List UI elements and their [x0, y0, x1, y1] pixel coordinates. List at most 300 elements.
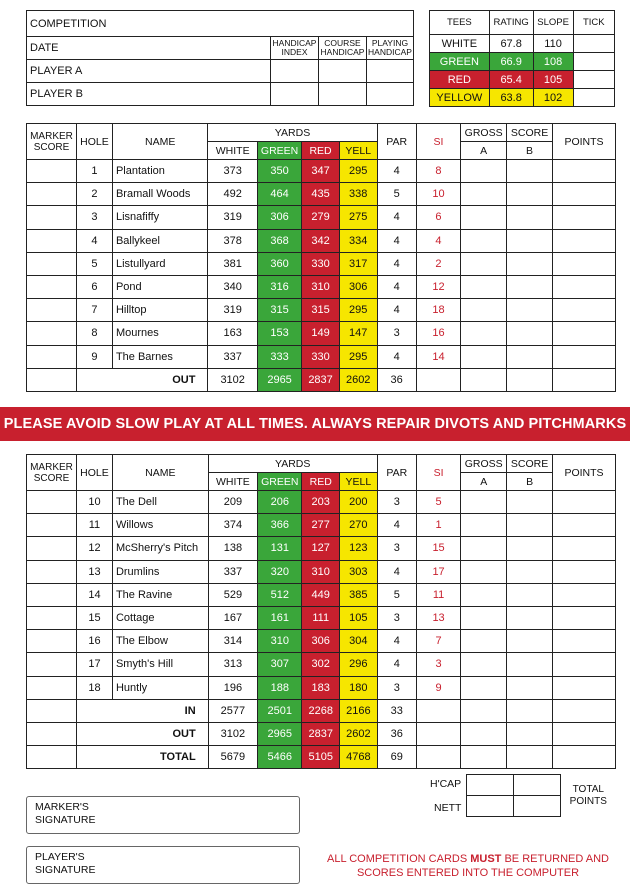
date-label: DATE	[27, 37, 271, 60]
stroke-index: 6	[416, 206, 460, 229]
yellow-yards: 180	[340, 676, 378, 699]
hole-name: Plantation	[112, 160, 208, 183]
hole-name: McSherry's Pitch	[112, 537, 208, 560]
total-par: 33	[377, 699, 416, 722]
red-yards: 330	[302, 345, 340, 368]
yellow-yards: 105	[340, 606, 378, 629]
hole-row	[27, 537, 616, 560]
red-yards: 449	[302, 583, 340, 606]
total-white: 5679	[208, 746, 257, 769]
hole-name: Mournes	[112, 322, 208, 345]
total-blank-cell	[27, 746, 77, 769]
hole-row	[27, 275, 616, 298]
points-cell[interactable]	[553, 183, 616, 206]
par-value: 4	[377, 206, 416, 229]
red-header: RED	[302, 142, 340, 160]
tee-tick-cell[interactable]	[573, 71, 614, 89]
slow-play-banner: PLEASE AVOID SLOW PLAY AT ALL TIMES. ALWAYS REPAIR DIVOTS AND PITCHMARKS	[0, 407, 630, 441]
stroke-index: 17	[416, 560, 460, 583]
red-yards: 315	[302, 299, 340, 322]
total-green: 2501	[258, 699, 302, 722]
yellow-header: YELL	[340, 473, 378, 491]
total-yellow: 2602	[339, 368, 377, 391]
score-b-cell[interactable]	[507, 537, 553, 560]
player-a-label: PLAYER A	[27, 60, 271, 83]
points-cell[interactable]	[553, 560, 616, 583]
points-cell[interactable]	[553, 653, 616, 676]
green-yards: 131	[258, 537, 302, 560]
marker-score-cell[interactable]	[27, 322, 77, 345]
marker-score-header: MARKER SCORE	[27, 124, 77, 160]
hole-number: 10	[76, 491, 112, 514]
gross-a-header: A	[461, 473, 507, 491]
red-yards: 183	[302, 676, 340, 699]
red-yards: 203	[302, 491, 340, 514]
white-yards: 374	[208, 514, 257, 537]
score-b-cell[interactable]	[507, 229, 553, 252]
white-yards: 314	[208, 630, 257, 653]
red-yards: 302	[302, 653, 340, 676]
total-points-cell[interactable]	[553, 368, 616, 391]
si-header: SI	[416, 124, 460, 160]
red-yards: 435	[302, 183, 340, 206]
score-b-cell[interactable]	[507, 252, 553, 275]
gross-a-header: A	[461, 142, 507, 160]
hole-number: 3	[76, 206, 112, 229]
marker-signature-box[interactable]	[26, 796, 300, 834]
total-si-cell	[416, 722, 460, 745]
par-header: PAR	[377, 124, 416, 160]
points-cell[interactable]	[553, 160, 616, 183]
red-yards: 310	[302, 275, 340, 298]
marker-score-cell[interactable]	[27, 560, 77, 583]
player-a-hi-cell[interactable]	[271, 60, 319, 83]
par-value: 4	[377, 653, 416, 676]
gross-a-cell[interactable]	[461, 630, 507, 653]
white-yards: 529	[208, 583, 257, 606]
gross-a-cell[interactable]	[461, 514, 507, 537]
stroke-index: 10	[416, 183, 460, 206]
points-cell[interactable]	[553, 491, 616, 514]
hole-number: 12	[76, 537, 112, 560]
green-yards: 310	[258, 630, 302, 653]
score-b-cell[interactable]	[507, 560, 553, 583]
tee-tick-cell[interactable]	[573, 35, 614, 53]
tees-table	[429, 10, 615, 107]
total-blank-cell	[27, 699, 77, 722]
points-header: POINTS	[553, 455, 616, 491]
white-yards: 163	[208, 322, 257, 345]
player-signature-box[interactable]	[26, 846, 300, 884]
stroke-index: 16	[416, 322, 460, 345]
red-yards: 279	[302, 206, 340, 229]
hole-row	[27, 183, 616, 206]
yellow-yards: 296	[340, 653, 378, 676]
name-header: NAME	[112, 124, 208, 160]
yellow-yards: 295	[339, 160, 377, 183]
total-blank-cell	[27, 368, 77, 391]
hole-row	[27, 345, 616, 368]
score-b-cell[interactable]	[507, 206, 553, 229]
nett-label: NETT	[434, 802, 462, 814]
hole-header: HOLE	[76, 455, 112, 491]
hole-number: 8	[76, 322, 112, 345]
tee-row	[430, 53, 615, 71]
nett-a-cell[interactable]	[467, 796, 514, 817]
total-points-cell[interactable]	[553, 699, 616, 722]
total-yellow: 4768	[340, 746, 378, 769]
name-header: NAME	[112, 455, 208, 491]
yellow-header: YELL	[339, 142, 377, 160]
total-si-cell	[416, 746, 460, 769]
marker-score-cell[interactable]	[27, 252, 77, 275]
green-yards: 360	[257, 252, 301, 275]
in-total-row	[27, 699, 616, 722]
points-cell[interactable]	[553, 583, 616, 606]
rating-header: RATING	[489, 11, 533, 35]
gross-a-cell[interactable]	[461, 676, 507, 699]
gross-a-cell[interactable]	[461, 275, 507, 298]
front-nine-table	[26, 123, 616, 392]
hcap-a-cell[interactable]	[467, 775, 514, 796]
green-yards: 306	[257, 206, 301, 229]
marker-score-cell[interactable]	[27, 299, 77, 322]
score-b-cell[interactable]	[507, 183, 553, 206]
yellow-yards: 295	[339, 299, 377, 322]
marker-score-cell[interactable]	[27, 653, 77, 676]
total-red: 2268	[302, 699, 340, 722]
score-b-cell[interactable]	[507, 630, 553, 653]
score-b-cell[interactable]	[507, 322, 553, 345]
stroke-index: 8	[416, 160, 460, 183]
green-header: GREEN	[257, 142, 301, 160]
points-cell[interactable]	[553, 275, 616, 298]
white-yards: 167	[208, 606, 257, 629]
tee-row	[430, 71, 615, 89]
score-b-cell[interactable]	[507, 606, 553, 629]
tee-rating: 65.4	[489, 71, 533, 89]
total-points-cell[interactable]	[553, 746, 616, 769]
par-value: 4	[377, 299, 416, 322]
tee-row	[430, 35, 615, 53]
total-green: 2965	[257, 368, 301, 391]
white-yards: 492	[208, 183, 257, 206]
yellow-yards: 200	[340, 491, 378, 514]
yellow-yards: 306	[339, 275, 377, 298]
total-red: 2837	[302, 368, 340, 391]
score-b-cell[interactable]	[507, 275, 553, 298]
hole-name: Pond	[112, 275, 208, 298]
white-yards: 209	[208, 491, 257, 514]
par-value: 3	[377, 491, 416, 514]
par-value: 4	[377, 160, 416, 183]
white-yards: 319	[208, 299, 257, 322]
total-label: IN	[76, 699, 208, 722]
white-yards: 337	[208, 560, 257, 583]
red-yards: 111	[302, 606, 340, 629]
yards-header: YARDS	[208, 455, 377, 473]
marker-score-cell[interactable]	[27, 275, 77, 298]
white-header: WHITE	[208, 473, 257, 491]
player-b-hi-cell[interactable]	[271, 83, 319, 106]
points-cell[interactable]	[553, 206, 616, 229]
yellow-yards: 385	[340, 583, 378, 606]
yellow-yards: 317	[339, 252, 377, 275]
hole-row	[27, 653, 616, 676]
yellow-yards: 303	[340, 560, 378, 583]
gross-a-cell[interactable]	[461, 322, 507, 345]
yellow-yards: 334	[339, 229, 377, 252]
green-yards: 153	[257, 322, 301, 345]
par-header: PAR	[377, 455, 416, 491]
hole-name: Smyth's Hill	[112, 653, 208, 676]
par-value: 5	[377, 183, 416, 206]
tee-rating: 66.9	[489, 53, 533, 71]
marker-score-cell[interactable]	[27, 583, 77, 606]
white-yards: 340	[208, 275, 257, 298]
white-yards: 313	[208, 653, 257, 676]
score-b-cell[interactable]	[507, 491, 553, 514]
par-value: 3	[377, 606, 416, 629]
gross-a-cell[interactable]	[461, 583, 507, 606]
hole-number: 7	[76, 299, 112, 322]
red-yards: 306	[302, 630, 340, 653]
points-cell[interactable]	[553, 676, 616, 699]
tee-name: YELLOW	[430, 89, 490, 107]
player-b-ph-cell[interactable]	[366, 83, 413, 106]
green-yards: 320	[258, 560, 302, 583]
points-cell[interactable]	[553, 229, 616, 252]
green-yards: 366	[258, 514, 302, 537]
tee-tick-cell[interactable]	[573, 89, 614, 107]
yellow-yards: 270	[340, 514, 378, 537]
tee-rating: 67.8	[489, 35, 533, 53]
red-yards: 277	[302, 514, 340, 537]
gross-a-cell[interactable]	[461, 560, 507, 583]
stroke-index: 13	[416, 606, 460, 629]
points-cell[interactable]	[553, 514, 616, 537]
green-yards: 161	[258, 606, 302, 629]
hole-number: 2	[76, 183, 112, 206]
total-blank-cell	[27, 722, 77, 745]
hole-name: Huntly	[112, 676, 208, 699]
player-a-ch-cell[interactable]	[319, 60, 367, 83]
stroke-index: 2	[416, 252, 460, 275]
gross-a-cell[interactable]	[461, 229, 507, 252]
hole-name: The Barnes	[112, 345, 208, 368]
par-value: 5	[377, 583, 416, 606]
marker-score-cell[interactable]	[27, 491, 77, 514]
marker-score-cell[interactable]	[27, 606, 77, 629]
marker-score-cell[interactable]	[27, 345, 77, 368]
player-b-ch-cell[interactable]	[319, 83, 367, 106]
hole-number: 6	[76, 275, 112, 298]
hole-number: 4	[76, 229, 112, 252]
gross-a-cell[interactable]	[461, 606, 507, 629]
total-green: 2965	[258, 722, 302, 745]
yellow-yards: 338	[339, 183, 377, 206]
total-gross-a-cell[interactable]	[461, 746, 507, 769]
marker-score-cell[interactable]	[27, 630, 77, 653]
hole-number: 16	[76, 630, 112, 653]
points-cell[interactable]	[553, 606, 616, 629]
hole-name: Cottage	[112, 606, 208, 629]
hole-row	[27, 299, 616, 322]
par-value: 4	[377, 560, 416, 583]
hole-number: 13	[76, 560, 112, 583]
hole-row	[27, 583, 616, 606]
hole-number: 9	[76, 345, 112, 368]
green-yards: 350	[257, 160, 301, 183]
total-gross-a-cell[interactable]	[461, 368, 507, 391]
back-nine-table	[26, 454, 616, 769]
gross-a-cell[interactable]	[461, 160, 507, 183]
total-green: 5466	[258, 746, 302, 769]
hole-number: 15	[76, 606, 112, 629]
tee-rating: 63.8	[489, 89, 533, 107]
total-gross-a-cell[interactable]	[461, 699, 507, 722]
player-b-label: PLAYER B	[27, 83, 271, 106]
green-yards: 512	[258, 583, 302, 606]
total-label: OUT	[76, 722, 208, 745]
tee-slope: 102	[533, 89, 573, 107]
gross-a-cell[interactable]	[461, 299, 507, 322]
marker-score-cell[interactable]	[27, 160, 77, 183]
hole-row	[27, 606, 616, 629]
return-cards-notice	[318, 852, 618, 880]
points-cell[interactable]	[553, 630, 616, 653]
marker-score-cell[interactable]	[27, 183, 77, 206]
tee-slope: 110	[533, 35, 573, 53]
stroke-index: 15	[416, 537, 460, 560]
tee-name: WHITE	[430, 35, 490, 53]
stroke-index: 12	[416, 275, 460, 298]
yellow-yards: 275	[339, 206, 377, 229]
score-b-cell[interactable]	[507, 583, 553, 606]
white-yards: 196	[208, 676, 257, 699]
green-yards: 206	[258, 491, 302, 514]
red-yards: 310	[302, 560, 340, 583]
total-gross-a-cell[interactable]	[461, 722, 507, 745]
score-b-cell[interactable]	[507, 299, 553, 322]
score-header: SCORE	[507, 124, 553, 142]
tick-header: TICK	[573, 11, 614, 35]
hole-number: 11	[76, 514, 112, 537]
gross-a-cell[interactable]	[461, 345, 507, 368]
tee-tick-cell[interactable]	[573, 53, 614, 71]
marker-score-cell[interactable]	[27, 206, 77, 229]
par-value: 4	[377, 514, 416, 537]
green-header: GREEN	[258, 473, 302, 491]
score-b-cell[interactable]	[507, 345, 553, 368]
par-value: 3	[377, 676, 416, 699]
nett-b-cell[interactable]	[513, 796, 560, 817]
stroke-index: 7	[416, 630, 460, 653]
total-yellow: 2602	[340, 722, 378, 745]
total-score-b-cell[interactable]	[507, 746, 553, 769]
white-yards: 373	[208, 160, 257, 183]
points-cell[interactable]	[553, 537, 616, 560]
player-a-ph-cell[interactable]	[366, 60, 413, 83]
tees-header: TEES	[430, 11, 490, 35]
hole-name: Ballykeel	[112, 229, 208, 252]
score-b-cell[interactable]	[507, 514, 553, 537]
course-handicap-label: COURSE HANDICAP	[319, 37, 367, 60]
total-score-b-cell[interactable]	[507, 368, 553, 391]
par-value: 4	[377, 275, 416, 298]
hole-row	[27, 676, 616, 699]
hole-name: The Ravine	[112, 583, 208, 606]
score-b-cell[interactable]	[507, 676, 553, 699]
points-cell[interactable]	[553, 345, 616, 368]
hole-name: Drumlins	[112, 560, 208, 583]
red-yards: 342	[302, 229, 340, 252]
hole-number: 17	[76, 653, 112, 676]
hole-number: 14	[76, 583, 112, 606]
yellow-yards: 123	[340, 537, 378, 560]
red-yards: 149	[302, 322, 340, 345]
score-b-cell[interactable]	[507, 653, 553, 676]
gross-a-cell[interactable]	[461, 252, 507, 275]
score-b-header: B	[507, 473, 553, 491]
gross-a-cell[interactable]	[461, 537, 507, 560]
score-b-cell[interactable]	[507, 160, 553, 183]
points-cell[interactable]	[553, 299, 616, 322]
gross-a-cell[interactable]	[461, 183, 507, 206]
total-points-label: TOTAL POINTS	[569, 783, 607, 807]
stroke-index: 4	[416, 229, 460, 252]
green-yards: 316	[257, 275, 301, 298]
marker-score-cell[interactable]	[27, 537, 77, 560]
stroke-index: 1	[416, 514, 460, 537]
green-yards: 188	[258, 676, 302, 699]
red-yards: 127	[302, 537, 340, 560]
hcap-b-cell[interactable]	[513, 775, 560, 796]
points-cell[interactable]	[553, 322, 616, 345]
hole-row	[27, 206, 616, 229]
marker-score-cell[interactable]	[27, 229, 77, 252]
yellow-yards: 295	[339, 345, 377, 368]
out-total-row	[27, 722, 616, 745]
green-yards: 307	[258, 653, 302, 676]
points-cell[interactable]	[553, 252, 616, 275]
par-value: 4	[377, 252, 416, 275]
gross-a-cell[interactable]	[461, 653, 507, 676]
gross-a-cell[interactable]	[461, 206, 507, 229]
hole-row	[27, 322, 616, 345]
grand-total-row	[27, 746, 616, 769]
score-b-header: B	[507, 142, 553, 160]
total-score-b-cell[interactable]	[507, 722, 553, 745]
gross-header: GROSS	[461, 124, 507, 142]
total-si-cell	[416, 368, 460, 391]
marker-score-cell[interactable]	[27, 514, 77, 537]
par-value: 4	[377, 229, 416, 252]
total-label: TOTAL	[76, 746, 208, 769]
total-label: OUT	[76, 368, 207, 391]
stroke-index: 3	[416, 653, 460, 676]
gross-a-cell[interactable]	[461, 491, 507, 514]
si-header: SI	[416, 455, 460, 491]
total-points-cell[interactable]	[553, 722, 616, 745]
total-score-b-cell[interactable]	[507, 699, 553, 722]
total-red: 5105	[302, 746, 340, 769]
handicap-index-label: HANDICAP INDEX	[271, 37, 319, 60]
marker-score-cell[interactable]	[27, 676, 77, 699]
marker-signature-label: MARKER'S SIGNATURE	[35, 801, 96, 826]
total-si-cell	[416, 699, 460, 722]
total-yellow: 2166	[340, 699, 378, 722]
